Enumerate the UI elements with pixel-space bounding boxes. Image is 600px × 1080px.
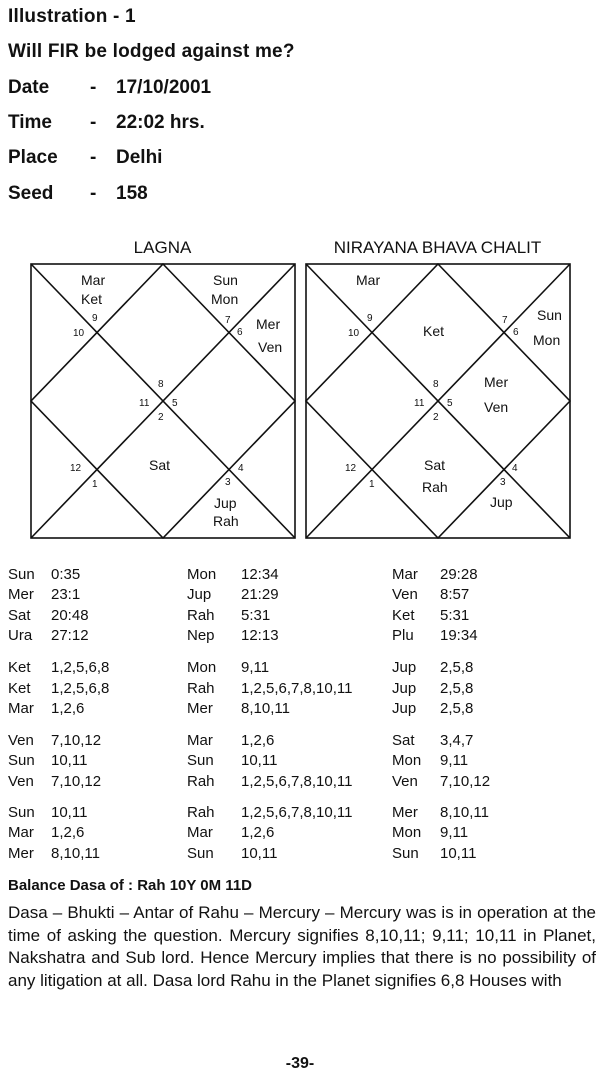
sig-houses: 7,10,12 <box>440 773 491 790</box>
place-dash: - <box>90 147 97 168</box>
sig-planet: Sat <box>392 732 415 749</box>
sig-houses: 8,10,11 <box>241 700 290 717</box>
lagna-planet-jup: Jup <box>214 495 237 511</box>
question-heading: Will FIR be lodged against me? <box>8 41 295 62</box>
sig-planet: Mar <box>8 824 34 841</box>
chalit-planet-mer: Mer <box>484 374 509 390</box>
chalit-house-12: 12 <box>345 463 357 474</box>
time-dash: - <box>90 112 97 133</box>
chalit-planet-sun: Sun <box>537 307 562 323</box>
date-value: 17/10/2001 <box>116 77 212 98</box>
sig-planet: Ven <box>392 773 418 790</box>
chalit-house-7: 7 <box>502 315 508 326</box>
sig-planet: Ket <box>8 659 31 676</box>
time-value: 22:02 hrs. <box>116 112 205 133</box>
lagna-planet-mon: Mon <box>211 291 239 307</box>
lagna-house-12: 12 <box>70 463 82 474</box>
pos-degree: 0:35 <box>51 566 81 583</box>
body-paragraph: Dasa – Bhukti – Antar of Rahu – Mercury – Mercury was is in operation at the time of asking the question. Mercury signifies 8,10,11; 9,11; 10,11 in Planet, Nakshatra and Sub lord. Hence Mercury implies that there is no possibility of any litigation at all. Dasa lord Rahu in the Planet signifies 6,8 Houses with <box>8 903 596 990</box>
chalit-house-10: 10 <box>348 328 360 339</box>
sig-houses: 1,2,5,6,7,8,10,11 <box>241 773 353 790</box>
seed-dash: - <box>90 183 97 204</box>
chalit-house-5: 5 <box>447 398 453 409</box>
balance-dasa: Balance Dasa of : Rah 10Y 0M 11D <box>8 877 252 894</box>
sig-planet: Jup <box>392 659 417 676</box>
lagna-planet-rah: Rah <box>213 513 239 529</box>
lagna-house-10: 10 <box>73 328 85 339</box>
chalit-chart-title: NIRAYANA BHAVA CHALIT <box>333 238 542 257</box>
sig-planet: Rah <box>187 804 215 821</box>
pos-planet: Mer <box>8 586 34 603</box>
sig-planet: Mon <box>392 824 422 841</box>
sig-houses: 10,11 <box>51 804 88 821</box>
sig-houses: 2,5,8 <box>440 659 474 676</box>
lagna-chart <box>30 263 296 539</box>
pos-degree: 23:1 <box>51 586 81 603</box>
sig-planet: Mar <box>187 732 213 749</box>
chalit-planet-ven: Ven <box>484 399 509 415</box>
sig-houses: 10,11 <box>440 845 477 862</box>
lagna-planet-ven: Ven <box>258 339 283 355</box>
sig-houses: 7,10,12 <box>51 732 102 749</box>
pos-planet: Mon <box>187 566 217 583</box>
chalit-chart <box>305 263 571 539</box>
sig-planet: Mer <box>8 845 34 862</box>
chalit-planet-sat: Sat <box>424 457 446 473</box>
chalit-house-6: 6 <box>513 327 519 338</box>
sig-planet: Mer <box>392 804 418 821</box>
lagna-house-8: 8 <box>158 379 164 390</box>
sig-planet: Sun <box>392 845 419 862</box>
sig-planet: Rah <box>187 680 215 697</box>
sig-houses: 9,11 <box>440 824 469 841</box>
sig-planet: Jup <box>392 680 417 697</box>
chalit-house-3: 3 <box>500 477 506 488</box>
pos-planet: Sat <box>8 607 31 624</box>
sig-planet: Mon <box>392 752 422 769</box>
lagna-house-7: 7 <box>225 315 231 326</box>
sig-houses: 8,10,11 <box>440 804 489 821</box>
lagna-chart-title: LAGNA <box>133 238 192 257</box>
chalit-planet-mon: Mon <box>533 332 561 348</box>
pos-planet: Plu <box>392 627 414 644</box>
chalit-planet-mar: Mar <box>356 272 381 288</box>
sig-planet: Ven <box>8 773 34 790</box>
sig-planet: Ket <box>8 680 31 697</box>
chalit-house-11: 11 <box>414 398 425 409</box>
lagna-house-5: 5 <box>172 398 178 409</box>
sig-houses: 1,2,6 <box>241 732 275 749</box>
seed-value: 158 <box>116 183 148 204</box>
pos-degree: 29:28 <box>440 566 478 583</box>
sig-houses: 9,11 <box>440 752 469 769</box>
sig-houses: 2,5,8 <box>440 700 474 717</box>
lagna-house-1: 1 <box>92 479 98 490</box>
sig-planet: Ven <box>8 732 34 749</box>
lagna-planet-sun: Sun <box>213 272 238 288</box>
sig-houses: 1,2,5,6,7,8,10,11 <box>241 804 353 821</box>
pos-degree: 27:12 <box>51 627 89 644</box>
sig-planet: Rah <box>187 773 215 790</box>
pos-degree: 12:13 <box>241 627 279 644</box>
chalit-house-4: 4 <box>512 463 518 474</box>
pos-planet: Jup <box>187 586 212 603</box>
lagna-house-4: 4 <box>238 463 244 474</box>
sig-houses: 2,5,8 <box>440 680 474 697</box>
pos-planet: Ura <box>8 627 33 644</box>
sig-planet: Sun <box>8 752 35 769</box>
sig-planet: Mer <box>187 700 213 717</box>
date-label: Date <box>8 77 50 98</box>
sig-planet: Mar <box>8 700 34 717</box>
pos-planet: Nep <box>187 627 215 644</box>
pos-degree: 12:34 <box>241 566 279 583</box>
sig-houses: 1,2,6 <box>241 824 275 841</box>
lagna-house-9: 9 <box>92 313 98 324</box>
lagna-planet-mar: Mar <box>81 272 106 288</box>
sig-planet: Sun <box>8 804 35 821</box>
sig-houses: 1,2,5,6,8 <box>51 680 110 697</box>
sig-houses: 1,2,5,6,8 <box>51 659 110 676</box>
illustration-heading: Illustration - 1 <box>8 6 136 27</box>
chalit-planet-jup: Jup <box>490 494 513 510</box>
sig-planet: Sun <box>187 845 214 862</box>
chalit-house-9: 9 <box>367 313 373 324</box>
chalit-house-8: 8 <box>433 379 439 390</box>
sig-houses: 1,2,6 <box>51 824 85 841</box>
sig-houses: 7,10,12 <box>51 773 102 790</box>
sig-houses: 1,2,6 <box>51 700 85 717</box>
sig-houses: 9,11 <box>241 659 270 676</box>
place-value: Delhi <box>116 147 163 168</box>
sig-houses: 8,10,11 <box>51 845 100 862</box>
lagna-planet-ket: Ket <box>81 291 103 307</box>
pos-planet: Ket <box>392 607 415 624</box>
chalit-planet-rah: Rah <box>422 479 448 495</box>
lagna-house-11: 11 <box>139 398 150 409</box>
lagna-planet-mer: Mer <box>256 316 281 332</box>
time-label: Time <box>8 112 53 133</box>
sig-houses: 10,11 <box>241 752 278 769</box>
pos-degree: 19:34 <box>440 627 478 644</box>
chalit-planet-ket: Ket <box>423 323 445 339</box>
sig-planet: Mar <box>187 824 213 841</box>
pos-degree: 5:31 <box>241 607 271 624</box>
lagna-house-3: 3 <box>225 477 231 488</box>
page-number: -39- <box>285 1055 315 1072</box>
sig-planet: Jup <box>392 700 417 717</box>
pos-degree: 20:48 <box>51 607 89 624</box>
pos-degree: 21:29 <box>241 586 279 603</box>
date-dash: - <box>90 77 97 98</box>
pos-planet: Rah <box>187 607 215 624</box>
chalit-house-1: 1 <box>369 479 375 490</box>
pos-degree: 5:31 <box>440 607 470 624</box>
place-label: Place <box>8 147 58 168</box>
sig-houses: 10,11 <box>241 845 278 862</box>
sig-planet: Sun <box>187 752 214 769</box>
sig-houses: 1,2,5,6,7,8,10,11 <box>241 680 353 697</box>
seed-label: Seed <box>8 183 54 204</box>
pos-planet: Ven <box>392 586 418 603</box>
sig-houses: 3,4,7 <box>440 732 474 749</box>
chalit-house-2: 2 <box>433 412 439 423</box>
lagna-house-6: 6 <box>237 327 243 338</box>
lagna-house-2: 2 <box>158 412 164 423</box>
sig-houses: 10,11 <box>51 752 88 769</box>
pos-degree: 8:57 <box>440 586 470 603</box>
pos-planet: Sun <box>8 566 35 583</box>
lagna-planet-sat: Sat <box>149 457 171 473</box>
sig-planet: Mon <box>187 659 217 676</box>
pos-planet: Mar <box>392 566 418 583</box>
